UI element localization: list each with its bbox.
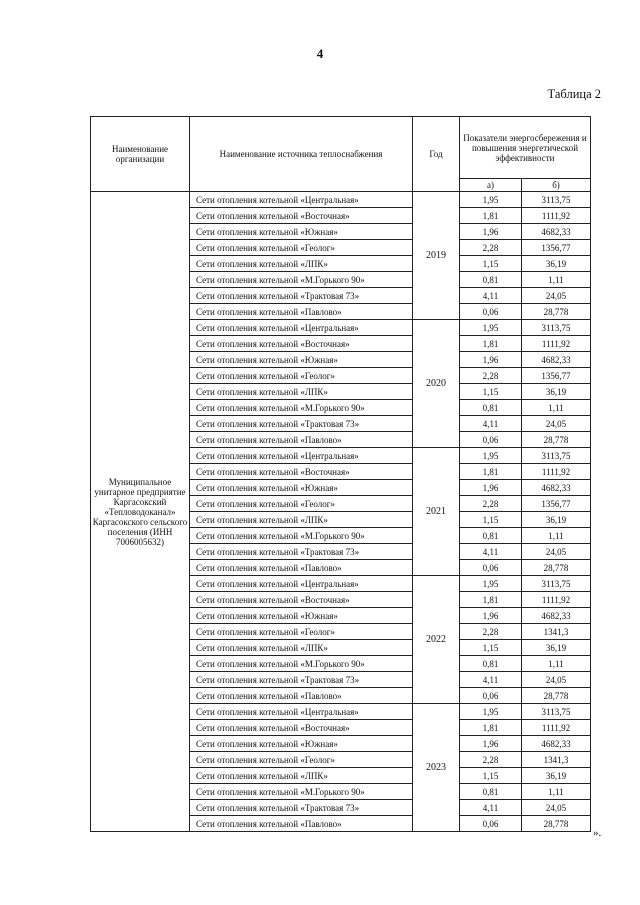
indicator-a-value: 0,81	[460, 400, 522, 416]
indicator-b-value: 28,778	[522, 304, 591, 320]
indicator-a-value: 1,81	[460, 464, 522, 480]
indicator-a-value: 1,95	[460, 576, 522, 592]
indicator-a-value: 4,11	[460, 416, 522, 432]
indicator-a-value: 0,81	[460, 528, 522, 544]
indicator-a-value: 1,81	[460, 720, 522, 736]
indicator-a-value: 1,15	[460, 384, 522, 400]
indicator-b-value: 3113,75	[522, 192, 591, 208]
indicator-b-value: 1111,92	[522, 464, 591, 480]
indicator-a-value: 0,81	[460, 272, 522, 288]
indicator-a-value: 0,06	[460, 304, 522, 320]
organization-name: Муниципальное унитарное предприятие Каргасокский «Тепловодоканал» Каргасокского сельского поселения (ИНН 7006005632)	[91, 192, 190, 832]
heat-source-name: Сети отопления котельной «ЛПК»	[190, 768, 413, 784]
indicator-b-value: 28,778	[522, 816, 591, 832]
indicator-b-value: 1,11	[522, 400, 591, 416]
header-indicators: Показатели энергосбережения и повышения энергетической эффективности	[460, 117, 591, 179]
heat-source-name: Сети отопления котельной «Павлово»	[190, 688, 413, 704]
heat-source-name: Сети отопления котельной «Геолог»	[190, 368, 413, 384]
heat-source-name: Сети отопления котельной «Геолог»	[190, 496, 413, 512]
indicator-b-value: 1111,92	[522, 336, 591, 352]
heat-source-name: Сети отопления котельной «Трактовая 73»	[190, 416, 413, 432]
heat-source-name: Сети отопления котельной «Центральная»	[190, 704, 413, 720]
heat-source-name: Сети отопления котельной «Южная»	[190, 480, 413, 496]
indicator-a-value: 2,28	[460, 240, 522, 256]
indicator-b-value: 1,11	[522, 784, 591, 800]
heat-source-name: Сети отопления котельной «Павлово»	[190, 560, 413, 576]
indicator-b-value: 28,778	[522, 560, 591, 576]
heat-source-name: Сети отопления котельной «Геолог»	[190, 752, 413, 768]
heat-source-name: Сети отопления котельной «Восточная»	[190, 720, 413, 736]
indicator-a-value: 1,15	[460, 256, 522, 272]
indicator-b-value: 1341,3	[522, 752, 591, 768]
header-year: Год	[413, 117, 460, 192]
indicator-b-value: 3113,75	[522, 576, 591, 592]
heat-source-name: Сети отопления котельной «Южная»	[190, 352, 413, 368]
heat-source-name: Сети отопления котельной «Центральная»	[190, 192, 413, 208]
table-caption: Таблица 2	[547, 87, 601, 101]
heat-source-name: Сети отопления котельной «Трактовая 73»	[190, 544, 413, 560]
indicator-b-value: 1356,77	[522, 496, 591, 512]
indicator-b-value: 24,05	[522, 672, 591, 688]
heat-source-name: Сети отопления котельной «Восточная»	[190, 208, 413, 224]
indicator-b-value: 1356,77	[522, 368, 591, 384]
year-cell: 2019	[413, 192, 460, 320]
indicator-a-value: 1,15	[460, 512, 522, 528]
indicator-a-value: 0,06	[460, 816, 522, 832]
heat-source-name: Сети отопления котельной «Трактовая 73»	[190, 800, 413, 816]
indicator-b-value: 3113,75	[522, 320, 591, 336]
heat-source-name: Сети отопления котельной «Геолог»	[190, 624, 413, 640]
heat-source-name: Сети отопления котельной «М.Горького 90»	[190, 784, 413, 800]
indicator-b-value: 24,05	[522, 544, 591, 560]
indicator-a-value: 4,11	[460, 800, 522, 816]
indicator-b-value: 24,05	[522, 416, 591, 432]
indicator-a-value: 0,81	[460, 656, 522, 672]
indicator-a-value: 1,81	[460, 336, 522, 352]
indicator-a-value: 2,28	[460, 496, 522, 512]
header-col-a: а)	[460, 179, 522, 192]
indicator-b-value: 1111,92	[522, 720, 591, 736]
heat-source-name: Сети отопления котельной «М.Горького 90»	[190, 400, 413, 416]
indicator-a-value: 0,06	[460, 432, 522, 448]
heat-source-name: Сети отопления котельной «Центральная»	[190, 320, 413, 336]
indicator-b-value: 36,19	[522, 256, 591, 272]
table-body	[91, 192, 591, 832]
indicator-a-value: 4,11	[460, 672, 522, 688]
heat-source-name: Сети отопления котельной «Павлово»	[190, 432, 413, 448]
heat-source-name: Сети отопления котельной «Южная»	[190, 224, 413, 240]
heat-source-name: Сети отопления котельной «ЛПК»	[190, 384, 413, 400]
indicator-a-value: 1,95	[460, 192, 522, 208]
indicator-b-value: 1111,92	[522, 592, 591, 608]
header-source: Наименование источника теплоснабжения	[190, 117, 413, 192]
heat-source-name: Сети отопления котельной «Южная»	[190, 736, 413, 752]
heat-source-name: Сети отопления котельной «Геолог»	[190, 240, 413, 256]
indicator-a-value: 1,96	[460, 224, 522, 240]
indicator-b-value: 3113,75	[522, 704, 591, 720]
indicator-b-value: 4682,33	[522, 352, 591, 368]
heat-source-name: Сети отопления котельной «ЛПК»	[190, 640, 413, 656]
indicator-b-value: 4682,33	[522, 608, 591, 624]
heat-source-name: Сети отопления котельной «Центральная»	[190, 448, 413, 464]
heat-source-name: Сети отопления котельной «Павлово»	[190, 816, 413, 832]
header-col-b: б)	[522, 179, 591, 192]
indicator-a-value: 1,96	[460, 608, 522, 624]
indicator-a-value: 1,95	[460, 448, 522, 464]
indicator-a-value: 1,96	[460, 736, 522, 752]
heat-source-name: Сети отопления котельной «Центральная»	[190, 576, 413, 592]
indicator-a-value: 1,95	[460, 320, 522, 336]
energy-efficiency-table	[90, 116, 591, 832]
indicator-a-value: 0,06	[460, 688, 522, 704]
heat-source-name: Сети отопления котельной «Трактовая 73»	[190, 288, 413, 304]
heat-source-name: Сети отопления котельной «Павлово»	[190, 304, 413, 320]
page-number: 4	[316, 46, 324, 61]
indicator-b-value: 1341,3	[522, 624, 591, 640]
indicator-a-value: 2,28	[460, 368, 522, 384]
indicator-b-value: 4682,33	[522, 480, 591, 496]
indicator-b-value: 36,19	[522, 768, 591, 784]
indicator-b-value: 36,19	[522, 384, 591, 400]
indicator-a-value: 1,81	[460, 592, 522, 608]
table-row	[91, 192, 591, 208]
year-cell: 2021	[413, 448, 460, 576]
heat-source-name: Сети отопления котельной «Трактовая 73»	[190, 672, 413, 688]
indicator-a-value: 2,28	[460, 752, 522, 768]
year-cell: 2023	[413, 704, 460, 832]
indicator-a-value: 2,28	[460, 624, 522, 640]
indicator-a-value: 1,96	[460, 480, 522, 496]
indicator-b-value: 24,05	[522, 800, 591, 816]
indicator-b-value: 24,05	[522, 288, 591, 304]
heat-source-name: Сети отопления котельной «М.Горького 90»	[190, 528, 413, 544]
indicator-a-value: 0,06	[460, 560, 522, 576]
heat-source-name: Сети отопления котельной «ЛПК»	[190, 256, 413, 272]
indicator-a-value: 1,81	[460, 208, 522, 224]
indicator-b-value: 4682,33	[522, 736, 591, 752]
indicator-a-value: 0,81	[460, 784, 522, 800]
year-cell: 2020	[413, 320, 460, 448]
heat-source-name: Сети отопления котельной «Южная»	[190, 608, 413, 624]
indicator-b-value: 28,778	[522, 432, 591, 448]
indicator-a-value: 1,96	[460, 352, 522, 368]
indicator-a-value: 4,11	[460, 544, 522, 560]
heat-source-name: Сети отопления котельной «Восточная»	[190, 592, 413, 608]
closing-quote: ».	[593, 827, 602, 839]
indicator-b-value: 1356,77	[522, 240, 591, 256]
indicator-b-value: 3113,75	[522, 448, 591, 464]
header-organization: Наименование организации	[91, 117, 190, 192]
indicator-b-value: 1111,92	[522, 208, 591, 224]
heat-source-name: Сети отопления котельной «М.Горького 90»	[190, 656, 413, 672]
year-cell: 2022	[413, 576, 460, 704]
indicator-b-value: 1,11	[522, 656, 591, 672]
indicator-a-value: 1,15	[460, 640, 522, 656]
indicator-a-value: 4,11	[460, 288, 522, 304]
heat-source-name: Сети отопления котельной «Восточная»	[190, 336, 413, 352]
indicator-b-value: 4682,33	[522, 224, 591, 240]
indicator-b-value: 36,19	[522, 640, 591, 656]
indicator-a-value: 1,15	[460, 768, 522, 784]
indicator-b-value: 1,11	[522, 272, 591, 288]
heat-source-name: Сети отопления котельной «М.Горького 90»	[190, 272, 413, 288]
indicator-b-value: 28,778	[522, 688, 591, 704]
indicator-b-value: 36,19	[522, 512, 591, 528]
indicator-a-value: 1,95	[460, 704, 522, 720]
heat-source-name: Сети отопления котельной «Восточная»	[190, 464, 413, 480]
heat-source-name: Сети отопления котельной «ЛПК»	[190, 512, 413, 528]
indicator-b-value: 1,11	[522, 528, 591, 544]
